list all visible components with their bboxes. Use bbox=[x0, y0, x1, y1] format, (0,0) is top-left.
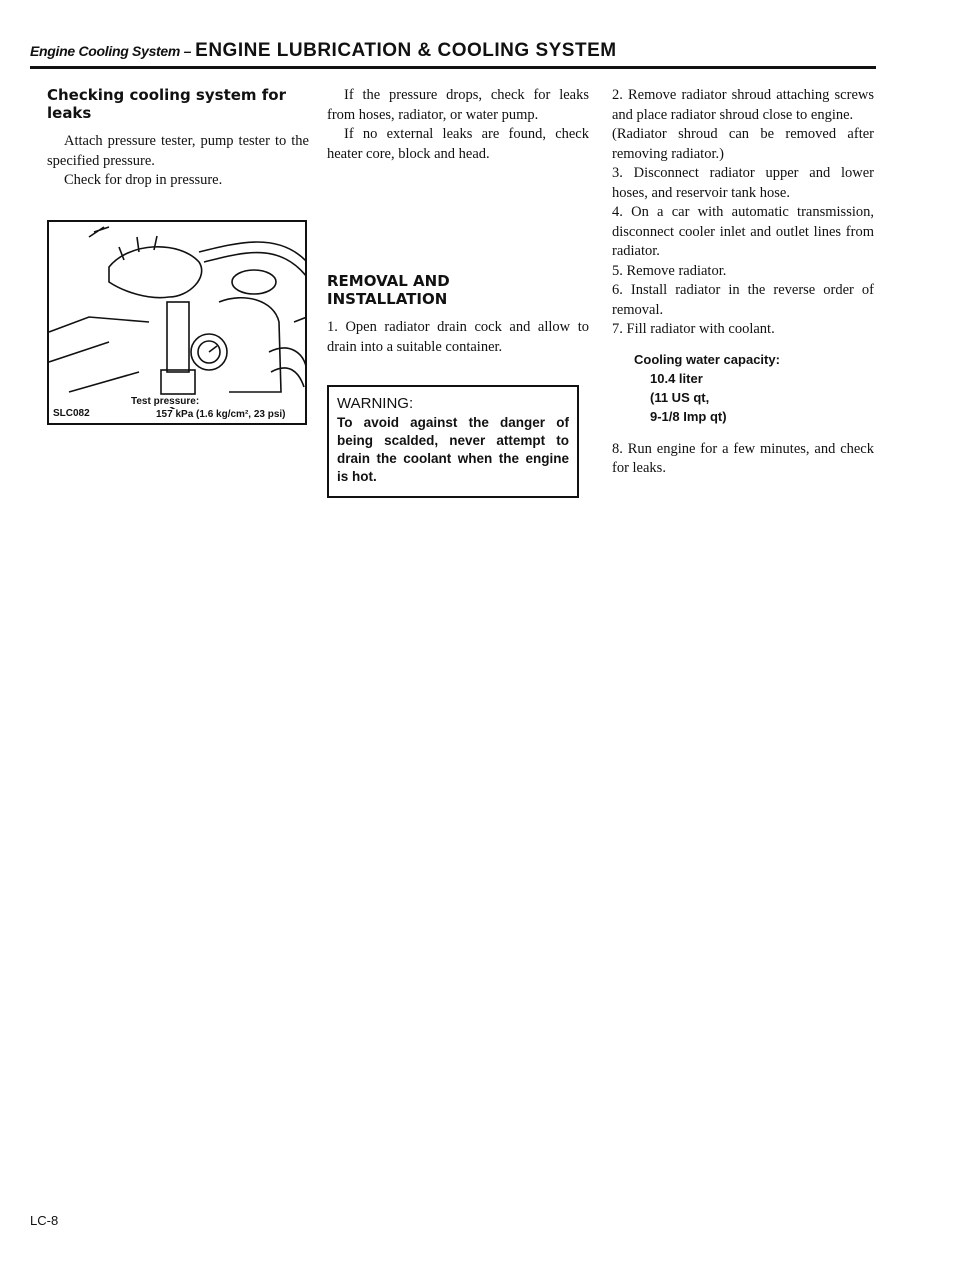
column-left bbox=[47, 86, 309, 425]
step-5: 5. Remove radiator. bbox=[612, 262, 727, 279]
step-3: 3. Disconnect radiator upper and lower hoses, and reservoir tank hose. bbox=[612, 165, 874, 201]
warning-text: To avoid against the danger of being scalded, never attempt to drain the coolant when the engine is hot. bbox=[337, 415, 569, 484]
step-1: 1. Open radiator drain cock and allow to drain into a suitable container. bbox=[327, 319, 589, 355]
step-7: 7. Fill radiator with coolant. bbox=[612, 321, 775, 337]
figure-caption-label: Test pressure: bbox=[131, 395, 200, 407]
step-2-note: (Radiator shroud can be removed after removing radiator.) bbox=[612, 126, 874, 162]
pressure-tester-figure bbox=[47, 220, 307, 425]
step-2: 2. Remove radiator shroud attaching screws and place radiator shroud close to engine. bbox=[612, 87, 874, 123]
spec-value-us: (11 US qt, bbox=[650, 389, 710, 405]
paragraph-pressure-drops: If the pressure drops, check for leaks from hoses, radiator, or water pump. bbox=[327, 87, 589, 123]
spec-value-liter: 10.4 liter bbox=[650, 370, 703, 386]
column-right bbox=[612, 86, 874, 479]
warning-box bbox=[327, 385, 579, 498]
step-4: 4. On a car with automatic transmission, disconnect cooler inlet and outlet lines from radiator. bbox=[612, 204, 874, 259]
figure-code: SLC082 bbox=[53, 407, 90, 419]
step-6: 6. Install radiator in the reverse order of removal. bbox=[612, 282, 874, 318]
warning-title: WARNING: bbox=[337, 395, 414, 412]
cooling-capacity-spec bbox=[634, 350, 874, 426]
section-heading-removal: REMOVAL AND INSTALLATION bbox=[327, 272, 450, 308]
column-middle bbox=[327, 86, 589, 498]
spec-label: Cooling water capacity: bbox=[634, 351, 780, 367]
page-number: LC-8 bbox=[30, 1213, 59, 1228]
figure-caption-value: 157 kPa (1.6 kg/cm², 23 psi) bbox=[156, 408, 286, 420]
paragraph-attach-tester: Attach pressure tester, pump tester to the specified pressure. bbox=[47, 133, 309, 169]
page-header bbox=[30, 40, 876, 69]
step-8: 8. Run engine for a few minutes, and check for leaks. bbox=[612, 440, 874, 476]
pressure-tester-illustration bbox=[49, 222, 307, 425]
paragraph-check-drop: Check for drop in pressure. bbox=[64, 172, 223, 188]
spec-value-imp: 9-1/8 Imp qt) bbox=[650, 408, 727, 424]
header-title: ENGINE LUBRICATION & COOLING SYSTEM bbox=[195, 40, 617, 61]
section-heading-leaks: Checking cooling system for leaks bbox=[47, 86, 286, 122]
header-subsection: Engine Cooling System – bbox=[30, 43, 192, 59]
paragraph-no-external-leaks: If no external leaks are found, check heater core, block and head. bbox=[327, 126, 589, 162]
